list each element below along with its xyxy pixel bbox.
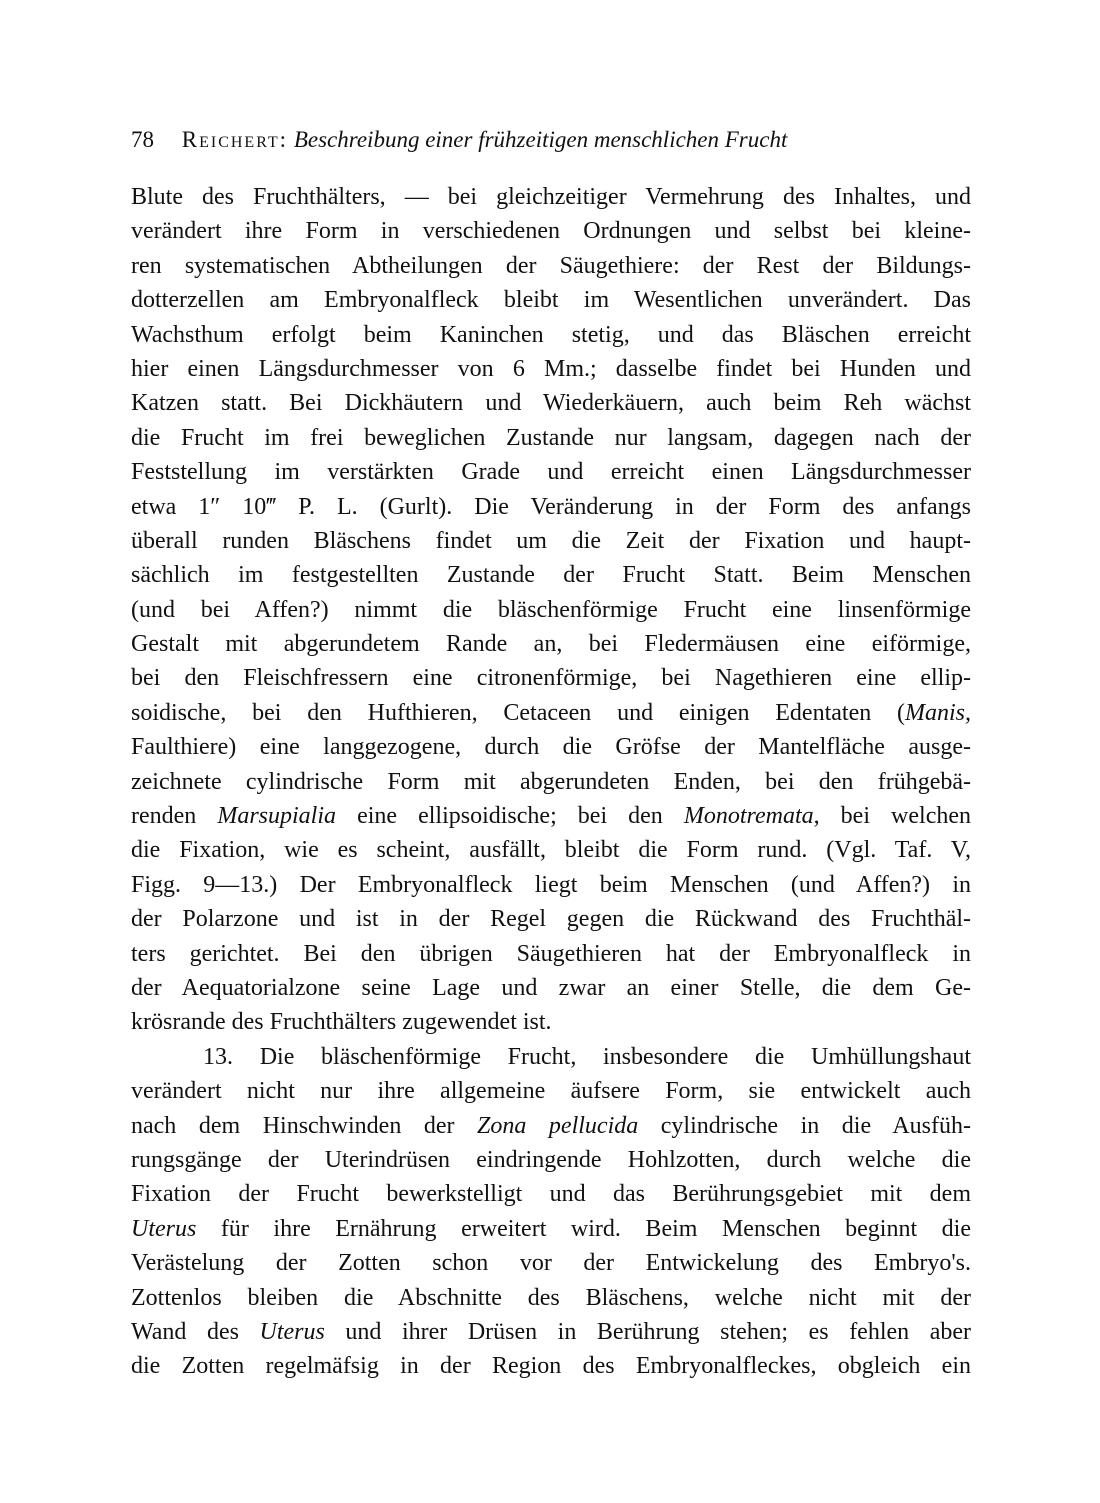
italic-term: Uterus	[259, 1318, 325, 1345]
text-segment: krösrande des Fruchthälters zugewendet ist.	[131, 1009, 552, 1036]
text-line	[131, 490, 971, 524]
text-line	[131, 627, 971, 661]
text-segment: etwa 1″ 10‴ P. L. (Gurlt). Die Veränderung in der Form des anfangs	[131, 493, 971, 520]
text-segment: renden	[131, 803, 218, 830]
text-segment: rungsgänge der Uterindrüsen eindringende Hohlzotten, durch welche die	[131, 1146, 971, 1173]
text-segment: die Frucht im frei beweglichen Zustande nur langsam, dagegen nach der	[131, 424, 971, 451]
text-segment: die Fixation, wie es scheint, ausfällt, bleibt die Form rund. (Vgl. Taf. V,	[131, 837, 971, 864]
text-segment: Feststellung im verstärkten Grade und erreicht einen Längsdurchmesser	[131, 459, 971, 486]
text-line	[131, 1005, 971, 1039]
text-segment: bei den Fleischfressern eine citronenförmige, bei Nagethieren eine ellip-	[131, 665, 971, 692]
text-segment: ren systematischen Abtheilungen der Säugethiere: der Rest der Bildungs-	[131, 252, 971, 279]
text-segment: Katzen statt. Bei Dickhäutern und Wiederkäuern, auch beim Reh wächst	[131, 390, 971, 417]
running-header-title: Beschreibung einer frühzeitigen menschlichen Frucht	[293, 127, 788, 152]
text-segment: zeichnete cylindrische Form mit abgerundeten Enden, bei den frühgebä-	[131, 768, 971, 795]
text-line	[131, 318, 971, 352]
text-line	[131, 661, 971, 695]
text-segment: die Zotten regelmäfsig in der Region des Embryonalfleckes, obgleich ein	[131, 1353, 971, 1380]
italic-term: Marsupialia	[217, 803, 337, 830]
text-segment: verändert nicht nur ihre allgemeine äufsere Form, sie entwickelt auch	[131, 1078, 971, 1105]
text-line	[131, 1109, 971, 1143]
running-header-author: Reichert:	[181, 127, 289, 152]
text-segment: Wand des	[131, 1318, 260, 1345]
text-segment: verändert ihre Form in verschiedenen Ordnungen und selbst bei kleine-	[131, 218, 971, 245]
text-line	[131, 352, 971, 386]
text-segment: (und bei Affen?) nimmt die bläschenförmige Frucht eine linsenförmige	[131, 596, 971, 623]
text-line	[131, 799, 971, 833]
text-line	[131, 971, 971, 1005]
text-line	[131, 455, 971, 489]
text-segment: Faulthiere) eine langgezogene, durch die Gröfse der Mantelfläche ausge-	[131, 734, 971, 761]
text-segment: Blute des Fruchthälters, — bei gleichzeitiger Vermehrung des Inhaltes, und	[131, 184, 971, 210]
text-segment: Verästelung der Zotten schon vor der Entwickelung des Embryo's.	[131, 1250, 971, 1277]
text-line	[131, 765, 971, 799]
text-segment: überall runden Bläschens findet um die Zeit der Fixation und haupt-	[131, 527, 971, 554]
text-segment: Figg. 9—13.) Der Embryonalfleck liegt beim Menschen (und Affen?) in	[131, 871, 971, 898]
text-line	[131, 1177, 971, 1211]
text-segment: eine ellipsoidische; bei den	[336, 803, 684, 830]
text-segment: Fixation der Frucht bewerkstelligt und das Berührungsgebiet mit dem	[131, 1181, 971, 1208]
text-segment: nach dem Hinschwinden der	[131, 1112, 478, 1139]
body-text	[131, 180, 971, 1384]
text-segment: Gestalt mit abgerundetem Rande an, bei Fledermäusen eine eiförmige,	[131, 631, 971, 658]
text-segment: 13. Die bläschenförmige Frucht, insbesondere die Umhüllungshaut	[203, 1043, 971, 1070]
text-line	[131, 696, 971, 730]
text-line	[131, 524, 971, 558]
text-segment: und ihrer Drüsen in Berührung stehen; es fehlen aber	[324, 1318, 972, 1345]
text-line	[131, 1349, 971, 1383]
page-number: 78	[131, 127, 154, 152]
text-line	[131, 180, 971, 214]
text-segment: sächlich im festgestellten Zustande der Frucht Statt. Beim Menschen	[131, 562, 971, 589]
text-line	[131, 730, 971, 764]
running-header	[131, 127, 971, 161]
text-line	[131, 593, 971, 627]
italic-term: Zona pellucida	[477, 1112, 639, 1139]
text-line	[131, 1074, 971, 1108]
text-segment: der Polarzone und ist in der Regel gegen die Rückwand des Fruchthäl-	[131, 906, 971, 933]
text-line	[131, 1315, 971, 1349]
text-segment: der Aequatorialzone seine Lage und zwar an einer Stelle, die dem Ge-	[131, 974, 971, 1001]
text-line	[131, 833, 971, 867]
text-segment: cylindrische in die Ausfüh-	[638, 1112, 971, 1139]
text-line	[131, 249, 971, 283]
text-line	[131, 558, 971, 592]
text-line	[131, 386, 971, 420]
text-line	[131, 1143, 971, 1177]
text-segment: ters gerichtet. Bei den übrigen Säugethieren hat der Embryonalfleck in	[131, 940, 971, 967]
text-segment: soidische, bei den Hufthieren, Cetaceen und einigen Edentaten (	[131, 699, 905, 726]
italic-term: Monotremata	[683, 803, 814, 830]
italic-term: Manis,	[905, 699, 971, 726]
text-line	[131, 421, 971, 455]
text-line	[131, 283, 971, 317]
text-line	[131, 902, 971, 936]
text-line	[131, 214, 971, 248]
text-line	[131, 1212, 971, 1246]
text-segment: Zottenlos bleiben die Abschnitte des Bläschens, welche nicht mit der	[131, 1284, 971, 1311]
text-segment: hier einen Längsdurchmesser von 6 Mm.; dasselbe findet bei Hunden und	[131, 355, 971, 382]
italic-term: Uterus	[131, 1215, 197, 1242]
text-line	[131, 868, 971, 902]
text-line	[131, 1040, 971, 1074]
text-segment: Wachsthum erfolgt beim Kaninchen stetig, und das Bläschen erreicht	[131, 321, 971, 348]
text-segment: , bei welchen	[813, 803, 971, 830]
text-segment: dotterzellen am Embryonalfleck bleibt im Wesentlichen unverändert. Das	[131, 287, 971, 314]
text-line	[131, 1246, 971, 1280]
text-line	[131, 937, 971, 971]
text-line	[131, 1281, 971, 1315]
text-segment: für ihre Ernährung erweitert wird. Beim Menschen beginnt die	[196, 1215, 971, 1242]
